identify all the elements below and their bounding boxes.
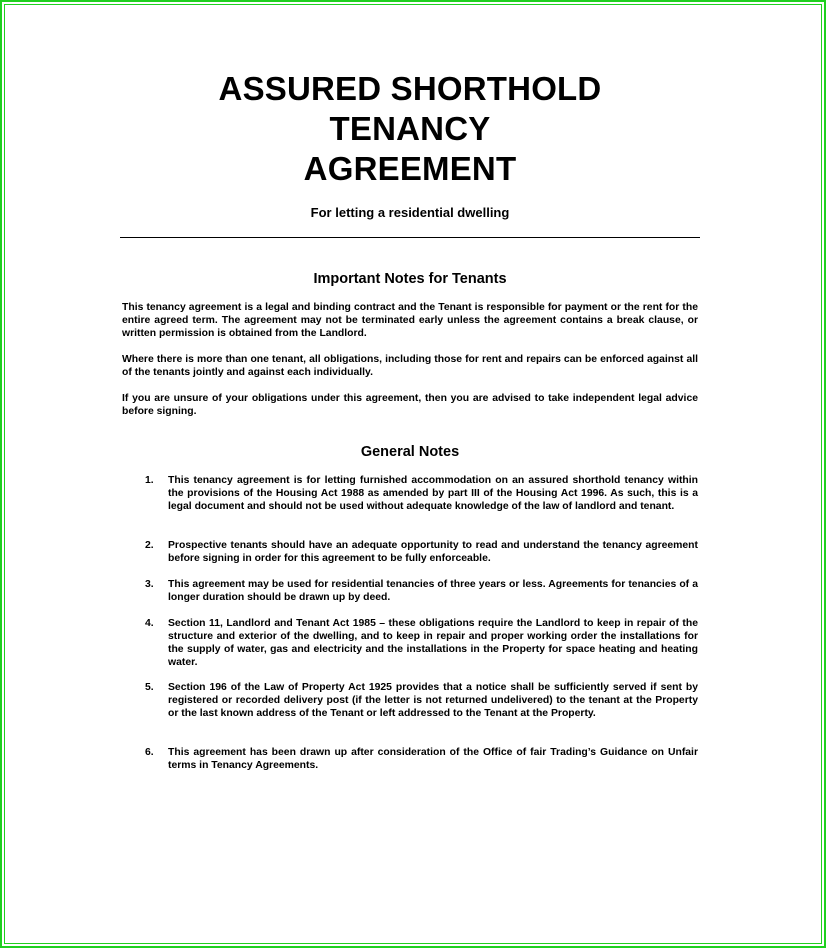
list-number: 3.: [145, 579, 154, 590]
general-notes-heading: General Notes: [360, 444, 460, 460]
document-title-line-3: AGREEMENT: [303, 150, 517, 187]
list-text: Section 196 of the Law of Property Act 1925 provides that a notice shall be sufficiently served if sent by registered or recorded delivery post (if the letter is not returned undelivered) to the tenant at the Property or the last known address of the Tenant or left addressed to the Tenant at the Property.: [168, 682, 698, 719]
list-number: 6.: [145, 747, 154, 758]
document-subtitle: For letting a residential dwelling: [310, 205, 510, 220]
title-divider: [120, 237, 700, 238]
list-text: This tenancy agreement is for letting furnished accommodation on an assured shorthold tenancy within the provisions of the Housing Act 1988 as amended by part III of the Housing Act 1996. As such, this is a legal document and should not be used without adequate knowledge of the law of landlord and tenant.: [168, 475, 698, 512]
list-number: 5.: [145, 682, 154, 693]
document-title-line-1: ASSURED SHORTHOLD: [218, 70, 602, 107]
list-number: 1.: [145, 475, 154, 486]
list-number: 2.: [145, 540, 154, 551]
important-note-paragraph-2: Where there is more than one tenant, all obligations, including those for rent and repairs can be enforced against all of the tenants jointly and against each individually.: [122, 354, 698, 378]
list-text: Section 11, Landlord and Tenant Act 1985 – these obligations require the Landlord to keep in repair of the structure and exterior of the dwelling, and to keep in repair and proper working order the installations for the supply of water, gas and electricity and the installations in the Property for space heating and heating water.: [168, 618, 698, 668]
document-title-line-2: TENANCY: [329, 110, 491, 147]
important-notes-heading: Important Notes for Tenants: [313, 271, 507, 287]
important-note-paragraph-1: This tenancy agreement is a legal and binding contract and the Tenant is responsible for payment or the rent for the entire agreed term. The agreement may not be terminated early unless the agreement contains a break clause, or written permission is obtained from the Landlord.: [122, 302, 698, 339]
list-text: This agreement has been drawn up after consideration of the Office of fair Trading’s Guidance on Unfair terms in Tenancy Agreements.: [168, 747, 698, 771]
list-number: 4.: [145, 618, 154, 629]
important-note-paragraph-3: If you are unsure of your obligations under this agreement, then you are advised to take independent legal advice before signing.: [122, 393, 698, 417]
list-text: Prospective tenants should have an adequate opportunity to read and understand the tenancy agreement before signing in order for this agreement to be fully enforceable.: [168, 540, 698, 564]
list-text: This agreement may be used for residential tenancies of three years or less. Agreements for tenancies of a longer duration should be drawn up by deed.: [168, 579, 698, 603]
